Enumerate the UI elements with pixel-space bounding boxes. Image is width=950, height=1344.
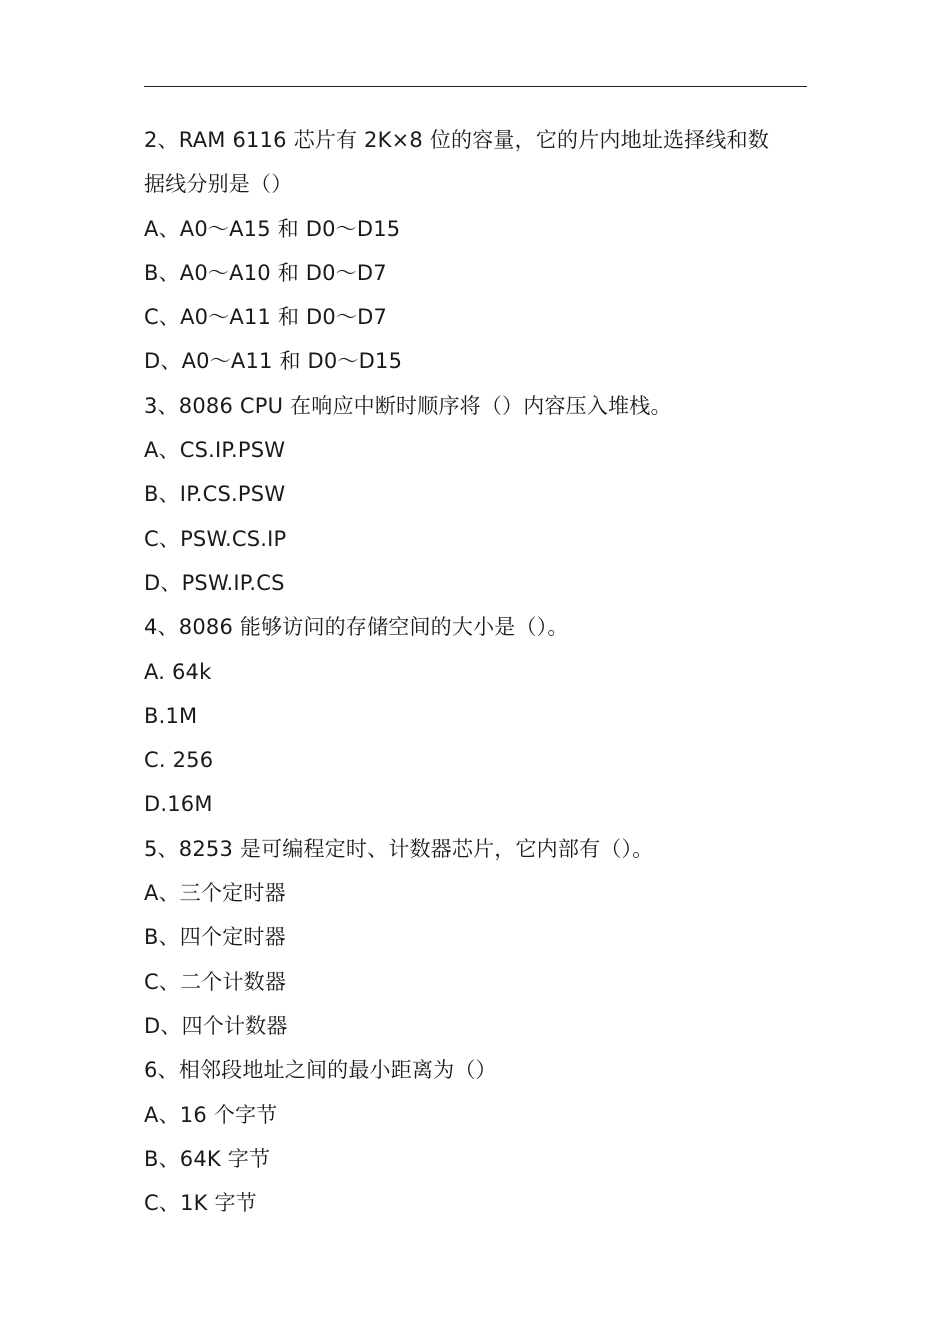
header-rule [144, 86, 807, 87]
question-3-option-a: A、CS.IP.PSW [144, 438, 286, 463]
question-5-option-d: D、四个计数器 [144, 1013, 288, 1038]
question-6-option-c: C、1K 字节 [144, 1191, 257, 1216]
question-3-stem: 3、8086 CPU 在响应中断时顺序将（）内容压入堆栈。 [144, 393, 672, 418]
question-3-option-b: B、IP.CS.PSW [144, 482, 286, 507]
question-6-option-a: A、16 个字节 [144, 1102, 278, 1127]
question-list [144, 118, 809, 1225]
question-2-option-c: C、A0～A11 和 D0～D7 [144, 305, 388, 330]
question-4-option-a: A. 64k [144, 659, 212, 684]
question-2-stem-line-2: 据线分别是（） [144, 172, 293, 197]
question-6-stem: 6、相邻段地址之间的最小距离为（） [144, 1058, 497, 1083]
question-5-option-b: B、四个定时器 [144, 925, 286, 950]
question-4-option-b: B.1M [144, 703, 198, 728]
question-4-option-d: D.16M [144, 792, 213, 817]
question-2-option-d: D、A0～A11 和 D0～D15 [144, 349, 403, 374]
question-4-stem: 4、8086 能够访问的存储空间的大小是（）。 [144, 615, 569, 640]
question-3-option-c: C、PSW.CS.IP [144, 526, 287, 551]
question-2-option-b: B、A0～A10 和 D0～D7 [144, 260, 387, 285]
question-4-option-c: C. 256 [144, 748, 214, 773]
question-3-option-d: D、PSW.IP.CS [144, 570, 285, 595]
question-5-stem: 5、8253 是可编程定时、计数器芯片，它内部有（）。 [144, 836, 654, 861]
question-6-option-b: B、64K 字节 [144, 1146, 271, 1171]
question-2-stem-line-1: 2、RAM 6116 芯片有 2K×8 位的容量，它的片内地址选择线和数 [144, 128, 770, 152]
question-5-option-a: A、三个定时器 [144, 881, 286, 906]
question-2-option-a: A、A0～A15 和 D0～D15 [144, 216, 401, 241]
question-5-option-c: C、二个计数器 [144, 969, 287, 994]
